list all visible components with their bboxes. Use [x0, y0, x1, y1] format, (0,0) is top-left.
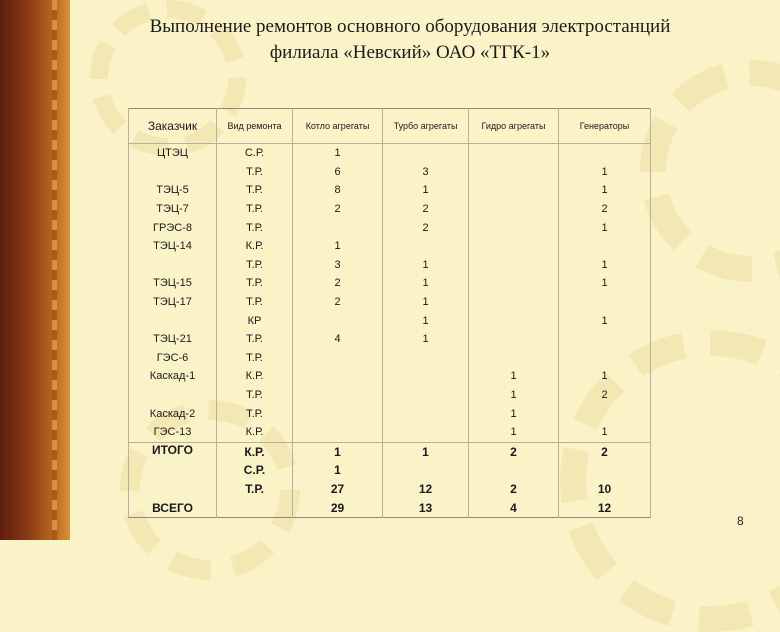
cell-generators [559, 461, 651, 480]
cell-customer: ГРЭС-8 [129, 218, 217, 237]
table-row [129, 181, 651, 200]
cell-boilers: 27 [293, 480, 383, 499]
cell-generators: 10 [559, 480, 651, 499]
table-row [129, 144, 651, 163]
cell-boilers: 2 [293, 293, 383, 312]
left-decorative-strip [0, 0, 70, 540]
table-row [129, 423, 651, 442]
cell-generators: 1 [559, 218, 651, 237]
table-row [129, 386, 651, 405]
table-row [129, 163, 651, 182]
cell-turbines: 1 [383, 442, 469, 461]
cell-hydro [469, 330, 559, 349]
cell-hydro [469, 163, 559, 182]
table-row [129, 367, 651, 386]
cell-generators: 2 [559, 386, 651, 405]
cell-turbines [383, 404, 469, 423]
cell-boilers [293, 404, 383, 423]
cell-repair-type: К.Р. [217, 237, 293, 256]
cell-turbines: 1 [383, 330, 469, 349]
cell-repair-type: Т.Р. [217, 349, 293, 368]
cell-hydro: 2 [469, 442, 559, 461]
cell-turbines: 1 [383, 293, 469, 312]
repairs-table [128, 108, 651, 518]
cell-boilers [293, 423, 383, 442]
cell-boilers [293, 218, 383, 237]
cell-repair-type [217, 498, 293, 517]
header-customer: Заказчик [129, 109, 217, 144]
grand-total-label: ВСЕГО [129, 498, 217, 517]
background-gear-icon [640, 60, 780, 282]
cell-turbines [383, 461, 469, 480]
cell-repair-type: Т.Р. [217, 181, 293, 200]
cell-generators: 1 [559, 423, 651, 442]
cell-generators: 1 [559, 311, 651, 330]
cell-generators: 1 [559, 367, 651, 386]
cell-hydro [469, 144, 559, 163]
cell-hydro [469, 218, 559, 237]
cell-hydro: 1 [469, 386, 559, 405]
table-row [129, 404, 651, 423]
cell-hydro [469, 181, 559, 200]
cell-turbines: 13 [383, 498, 469, 517]
cell-generators: 2 [559, 442, 651, 461]
cell-turbines: 1 [383, 274, 469, 293]
cell-hydro [469, 200, 559, 219]
cell-repair-type: Т.Р. [217, 274, 293, 293]
cell-turbines: 2 [383, 200, 469, 219]
title-line-2: филиала «Невский» ОАО «ТГК-1» [269, 42, 551, 63]
table-row [129, 200, 651, 219]
cell-boilers: 3 [293, 256, 383, 275]
cell-boilers: 6 [293, 163, 383, 182]
cell-boilers [293, 349, 383, 368]
grand-total-row [129, 498, 651, 517]
cell-turbines [383, 144, 469, 163]
cell-generators [559, 144, 651, 163]
table-row [129, 330, 651, 349]
cell-hydro [469, 311, 559, 330]
table-row [129, 274, 651, 293]
cell-repair-type: Т.Р. [217, 386, 293, 405]
cell-repair-type: Т.Р. [217, 330, 293, 349]
cell-generators [559, 349, 651, 368]
cell-boilers [293, 386, 383, 405]
cell-hydro [469, 237, 559, 256]
table-row [129, 311, 651, 330]
cell-turbines [383, 349, 469, 368]
cell-customer: ТЭЦ-17 [129, 293, 217, 312]
header-repair-type: Вид ремонта [217, 109, 293, 144]
totals-row [129, 461, 651, 480]
table-row [129, 256, 651, 275]
page-number: 8 [737, 514, 744, 528]
table-row [129, 218, 651, 237]
table-row [129, 237, 651, 256]
cell-generators: 1 [559, 163, 651, 182]
slide-title [100, 14, 720, 66]
cell-generators [559, 330, 651, 349]
cell-hydro [469, 256, 559, 275]
cell-hydro [469, 293, 559, 312]
cell-boilers: 1 [293, 461, 383, 480]
cell-customer: ГЭС-6 [129, 349, 217, 368]
cell-repair-type: КР [217, 311, 293, 330]
cell-customer [129, 480, 217, 499]
cell-generators [559, 293, 651, 312]
cell-repair-type: К.Р. [217, 423, 293, 442]
cell-turbines: 1 [383, 256, 469, 275]
cell-hydro: 1 [469, 367, 559, 386]
cell-boilers: 29 [293, 498, 383, 517]
cell-customer [129, 386, 217, 405]
cell-hydro: 1 [469, 404, 559, 423]
cell-turbines: 2 [383, 218, 469, 237]
cell-customer: ТЭЦ-5 [129, 181, 217, 200]
table-header-row [129, 109, 651, 144]
cell-repair-type: Т.Р. [217, 200, 293, 219]
cell-boilers: 1 [293, 237, 383, 256]
header-generators: Генераторы [559, 109, 651, 144]
cell-turbines [383, 423, 469, 442]
header-turbines: Турбо агрегаты [383, 109, 469, 144]
cell-customer: ТЭЦ-21 [129, 330, 217, 349]
totals-label: ИТОГО [129, 442, 217, 461]
cell-hydro [469, 461, 559, 480]
cell-repair-type: Т.Р. [217, 163, 293, 182]
cell-repair-type: С.Р. [217, 461, 293, 480]
cell-boilers: 8 [293, 181, 383, 200]
cell-repair-type: Т.Р. [217, 256, 293, 275]
cell-customer [129, 461, 217, 480]
cell-customer: Каскад-1 [129, 367, 217, 386]
cell-customer [129, 163, 217, 182]
cell-boilers: 2 [293, 274, 383, 293]
cell-boilers: 4 [293, 330, 383, 349]
cell-turbines: 1 [383, 181, 469, 200]
cell-boilers: 1 [293, 144, 383, 163]
cell-generators [559, 404, 651, 423]
cell-repair-type: Т.Р. [217, 293, 293, 312]
cell-repair-type: К.Р. [217, 367, 293, 386]
cell-hydro: 4 [469, 498, 559, 517]
cell-hydro [469, 274, 559, 293]
cell-generators: 12 [559, 498, 651, 517]
cell-generators: 1 [559, 181, 651, 200]
cell-boilers [293, 311, 383, 330]
cell-boilers [293, 367, 383, 386]
cell-turbines: 12 [383, 480, 469, 499]
cell-hydro: 1 [469, 423, 559, 442]
cell-turbines: 1 [383, 311, 469, 330]
cell-hydro [469, 349, 559, 368]
cell-turbines: 3 [383, 163, 469, 182]
cell-generators [559, 237, 651, 256]
cell-repair-type: Т.Р. [217, 404, 293, 423]
cell-generators: 1 [559, 256, 651, 275]
cell-customer: ТЭЦ-7 [129, 200, 217, 219]
cell-generators: 2 [559, 200, 651, 219]
cell-turbines [383, 367, 469, 386]
header-boilers: Котло агрегаты [293, 109, 383, 144]
cell-turbines [383, 237, 469, 256]
cell-customer: ЦТЭЦ [129, 144, 217, 163]
totals-row [129, 442, 651, 461]
cell-customer: ГЭС-13 [129, 423, 217, 442]
title-line-1: Выполнение ремонтов основного оборудования электростанций [149, 16, 671, 37]
cell-customer: Каскад-2 [129, 404, 217, 423]
cell-generators: 1 [559, 274, 651, 293]
cell-customer: ТЭЦ-15 [129, 274, 217, 293]
cell-repair-type: Т.Р. [217, 480, 293, 499]
cell-repair-type: С.Р. [217, 144, 293, 163]
totals-row [129, 480, 651, 499]
header-hydro: Гидро агрегаты [469, 109, 559, 144]
cell-hydro: 2 [469, 480, 559, 499]
cell-customer: ТЭЦ-14 [129, 237, 217, 256]
cell-boilers: 1 [293, 442, 383, 461]
cell-turbines [383, 386, 469, 405]
cell-boilers: 2 [293, 200, 383, 219]
cell-customer [129, 256, 217, 275]
cell-repair-type: К.Р. [217, 442, 293, 461]
cell-repair-type: Т.Р. [217, 218, 293, 237]
strip-pattern [52, 0, 57, 540]
cell-customer [129, 311, 217, 330]
table-row [129, 293, 651, 312]
table-row [129, 349, 651, 368]
